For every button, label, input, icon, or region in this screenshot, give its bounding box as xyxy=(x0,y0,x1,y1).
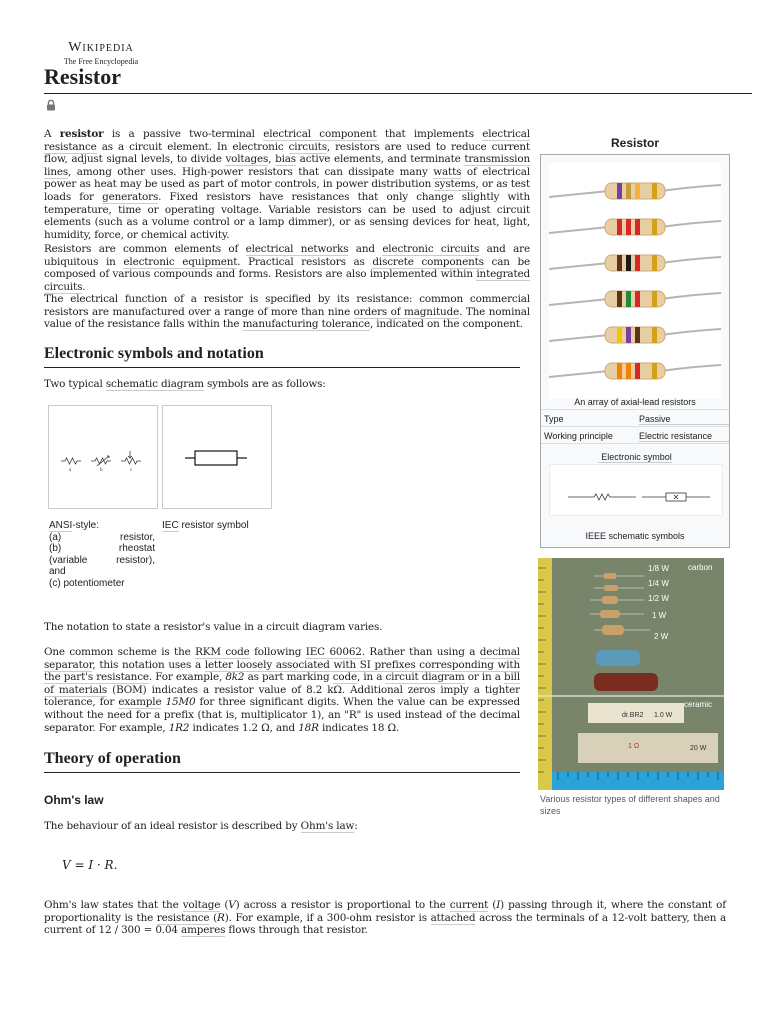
inline-link[interactable]: example xyxy=(118,696,162,709)
color-band xyxy=(626,219,631,235)
color-band xyxy=(635,327,640,343)
inline-link[interactable]: electronic circuits xyxy=(382,243,480,255)
color-band xyxy=(617,291,622,307)
inline-link[interactable]: letter loosely associated with SI prefixes corresponding with the part's resistance xyxy=(44,658,520,684)
ansi-caption: ANSI-style: (a) resistor, (b) rheostat (variable resistor), and (c) potentiometer xyxy=(49,520,155,589)
color-band xyxy=(635,363,640,379)
color-band xyxy=(626,363,631,379)
inline-link[interactable]: manufacturing tolerance xyxy=(242,318,370,331)
infobox-symbol-header-row xyxy=(541,443,729,460)
infobox-symbol-header[interactable]: Electronic symbol xyxy=(598,448,672,463)
resistor-5 xyxy=(549,327,721,343)
bold-term: resistor xyxy=(59,128,104,140)
inline-link[interactable]: electrical networks xyxy=(245,243,349,255)
section-heading-symbols: Electronic symbols and notation xyxy=(44,345,520,368)
inline-link[interactable]: discrete components xyxy=(372,255,484,268)
iec-link[interactable]: IEC xyxy=(162,520,179,531)
inline-link[interactable]: resistance xyxy=(156,911,210,924)
ohms-law-paragraph: Ohm's law states that the voltage (V) across a resistor is proportional to the current (I) passing through it, where the constant of proportionality is the resistance (R). For example, if a 300-ohm resistor is attached across the terminals of a 12-volt battery, then a current of 12 / 300 = 0.04 amperes flows through that resistor. xyxy=(44,899,726,937)
inline-link[interactable]: voltage xyxy=(182,899,221,911)
color-band xyxy=(652,255,657,271)
color-band xyxy=(652,363,657,379)
infobox-label-type: Type xyxy=(544,414,564,424)
inline-link[interactable]: watts xyxy=(433,165,462,178)
italic-term: R xyxy=(217,911,225,924)
axial-resistors-image[interactable] xyxy=(549,163,721,399)
inline-link[interactable]: current xyxy=(449,899,489,911)
inline-link[interactable]: electrical component xyxy=(263,128,377,140)
color-band xyxy=(626,327,631,343)
resistor-2 xyxy=(549,219,721,235)
photo-body-text-2: 1 Ω xyxy=(628,743,640,750)
italic-term: I xyxy=(496,899,501,911)
color-band xyxy=(635,291,640,307)
wikipedia-logo[interactable] xyxy=(59,40,143,66)
inline-link[interactable]: amperes xyxy=(181,924,226,937)
inline-link[interactable]: electrical resistance xyxy=(44,128,530,153)
inline-link[interactable]: circuit diagram xyxy=(385,671,465,684)
color-band xyxy=(635,219,640,235)
ansi-link[interactable]: ANSI xyxy=(49,520,73,531)
lock-icon xyxy=(45,96,57,108)
rkm-paragraph: One common scheme is the RKM code following IEC 60062. Rather than using a decimal separator, this notation uses a letter loosely associated with SI prefixes corresponding with the part's resistance. For example, 8k2 as part marking code, in a circuit diagram or in a bill of materials (BOM) indicates a resistor value of 8.2 kΩ. Additional zeros imply a tighter tolerance, for example 15M0 for three significant digits. When the value can be expressed without the need for a prefix (that is, multiplicator 1), an "R" is used instead of the decimal separator. For example, 1R2 indicates 1.2 Ω, and 18R indicates 18 Ω. xyxy=(44,646,521,734)
photo-label-carbon: carbon xyxy=(688,563,713,572)
inline-link[interactable]: RKM code xyxy=(195,646,250,658)
logo-tagline: The Free Encyclopedia xyxy=(63,57,139,66)
color-band xyxy=(617,183,622,199)
resistor-1 xyxy=(549,183,721,199)
inline-link[interactable]: generators xyxy=(102,190,159,203)
photo-caption: Various resistor types of different shapes and sizes xyxy=(540,794,720,816)
italic-term: 8k2 xyxy=(225,671,245,684)
inline-link[interactable]: integrated circuits xyxy=(44,268,530,293)
photo-label-1-2w: 1/2 W xyxy=(648,594,669,603)
photo-label-20w: 20 W xyxy=(690,745,707,752)
inline-link[interactable]: bill of materials xyxy=(44,671,521,696)
color-band xyxy=(626,291,631,307)
infobox-symbol-caption: IEEE schematic symbols xyxy=(585,531,685,541)
italic-term: 15M0 xyxy=(165,696,196,709)
iec-caption: IEC resistor symbol xyxy=(162,520,249,531)
infobox-value-principle[interactable]: Electric resistance xyxy=(639,431,729,442)
infobox-label-principle: Working principle xyxy=(544,431,613,441)
infobox-value-type[interactable]: Passive xyxy=(639,414,729,425)
italic-term: 18R xyxy=(298,721,319,734)
symbols-intro: Two typical schematic diagram symbols are as follows: xyxy=(44,378,326,390)
infobox-row-principle xyxy=(541,426,729,443)
photo-body-text-1: dr.BR2 xyxy=(622,712,644,719)
inline-link[interactable]: attached xyxy=(430,911,476,924)
italic-term: 1R2 xyxy=(168,721,190,734)
inline-link[interactable]: electronic equipment xyxy=(123,255,238,268)
italic-term: V xyxy=(228,899,236,911)
inline-link[interactable]: circuits xyxy=(288,140,327,153)
inline-link[interactable]: bias xyxy=(275,153,296,166)
inline-link[interactable]: schematic diagram xyxy=(105,378,204,390)
color-band xyxy=(652,219,657,235)
color-band xyxy=(635,183,640,199)
inline-link[interactable]: voltages xyxy=(225,153,269,166)
color-band xyxy=(652,183,657,199)
resistor-3 xyxy=(549,255,721,271)
ansi-label-c: c xyxy=(130,468,133,473)
notation-paragraph: The notation to state a resistor's value in a circuit diagram varies. xyxy=(44,621,383,633)
resistor-6 xyxy=(549,363,721,379)
color-band xyxy=(617,219,622,235)
photo-label-1w: 1 W xyxy=(652,611,667,620)
logo-wordmark: Wikipedia xyxy=(68,40,134,55)
color-band xyxy=(652,327,657,343)
inline-link[interactable]: orders of magnitude xyxy=(353,305,460,318)
ohms-law-formula: V = I · R. xyxy=(62,858,118,872)
photo-label-2w: 2 W xyxy=(654,632,669,641)
infobox xyxy=(540,154,730,548)
subheading-ohms-law: Ohm's law xyxy=(44,793,104,807)
iec-symbol-image[interactable] xyxy=(162,405,272,509)
intro-paragraph-3: The electrical function of a resistor is specified by its resistance: common commercial resistors are manufactured over a range of more than nine orders of magnitude. The nominal value of the resistance falls within the manufacturing tolerance, indicated on the component. xyxy=(44,293,531,331)
intro-paragraph-2: Resistors are common elements of electrical networks and electronic circuits and are ubiquitous in electronic equipment. Practical resistors as discrete components can be composed of various compounds and forms. Resistors are also implemented within integrated circuits. xyxy=(44,243,530,293)
inline-link[interactable]: IEC 60062 xyxy=(305,646,362,658)
ansi-symbols-image[interactable] xyxy=(48,405,158,509)
infobox-image-caption: An array of axial-lead resistors xyxy=(574,397,696,407)
inline-link[interactable]: Ohm's law xyxy=(300,820,355,832)
photo-label-1-8w: 1/8 W xyxy=(648,564,669,573)
infobox-title: Resistor xyxy=(610,136,660,150)
color-band xyxy=(635,255,640,271)
page-title: Resistor xyxy=(44,64,752,94)
resistor-4 xyxy=(549,291,721,307)
intro-paragraph-1: A resistor is a passive two-terminal electrical component that implements electrical resistance as a circuit element. In electronic circuits, resistors are used to reduce current flow, adjust signal levels, to divide voltages, bias active elements, and terminate transmission lines, among other uses. High-power resistors that can dissipate many watts of electrical power as heat may be used as part of motor controls, in power distribution systems, or as test loads for generators. Fixed resistors have resistances that only change slightly with temperature, time or operating voltage. Variable resistors can be used to adjust circuit elements (such as a volume control or a lamp dimmer), or as sensing devices for heat, light, humidity, force, or chemical activity. xyxy=(44,128,531,241)
inline-link[interactable]: decimal separator xyxy=(44,646,520,671)
photo-label-ceramic: ceramic xyxy=(684,700,713,709)
ansi-label-a: a xyxy=(69,468,72,473)
ansi-label-b: b xyxy=(100,468,103,473)
ohms-law-intro: The behaviour of an ideal resistor is described by Ohm's law: xyxy=(44,820,358,832)
inline-link[interactable]: code xyxy=(332,671,357,684)
color-band xyxy=(652,291,657,307)
color-band xyxy=(617,255,622,271)
inline-link[interactable]: systems xyxy=(434,178,476,191)
photo-label-1-4w: 1/4 W xyxy=(648,579,669,588)
color-band xyxy=(626,183,631,199)
color-band xyxy=(617,363,622,379)
color-band xyxy=(617,327,622,343)
inline-link[interactable]: transmission lines xyxy=(44,153,530,178)
section-heading-theory: Theory of operation xyxy=(44,750,520,773)
color-band xyxy=(626,255,631,271)
photo-label-1-0w: 1.0 W xyxy=(654,712,673,719)
resistor-types-photo[interactable] xyxy=(538,558,724,790)
infobox-row-type xyxy=(541,409,729,426)
ieee-symbols-image[interactable] xyxy=(549,464,723,516)
